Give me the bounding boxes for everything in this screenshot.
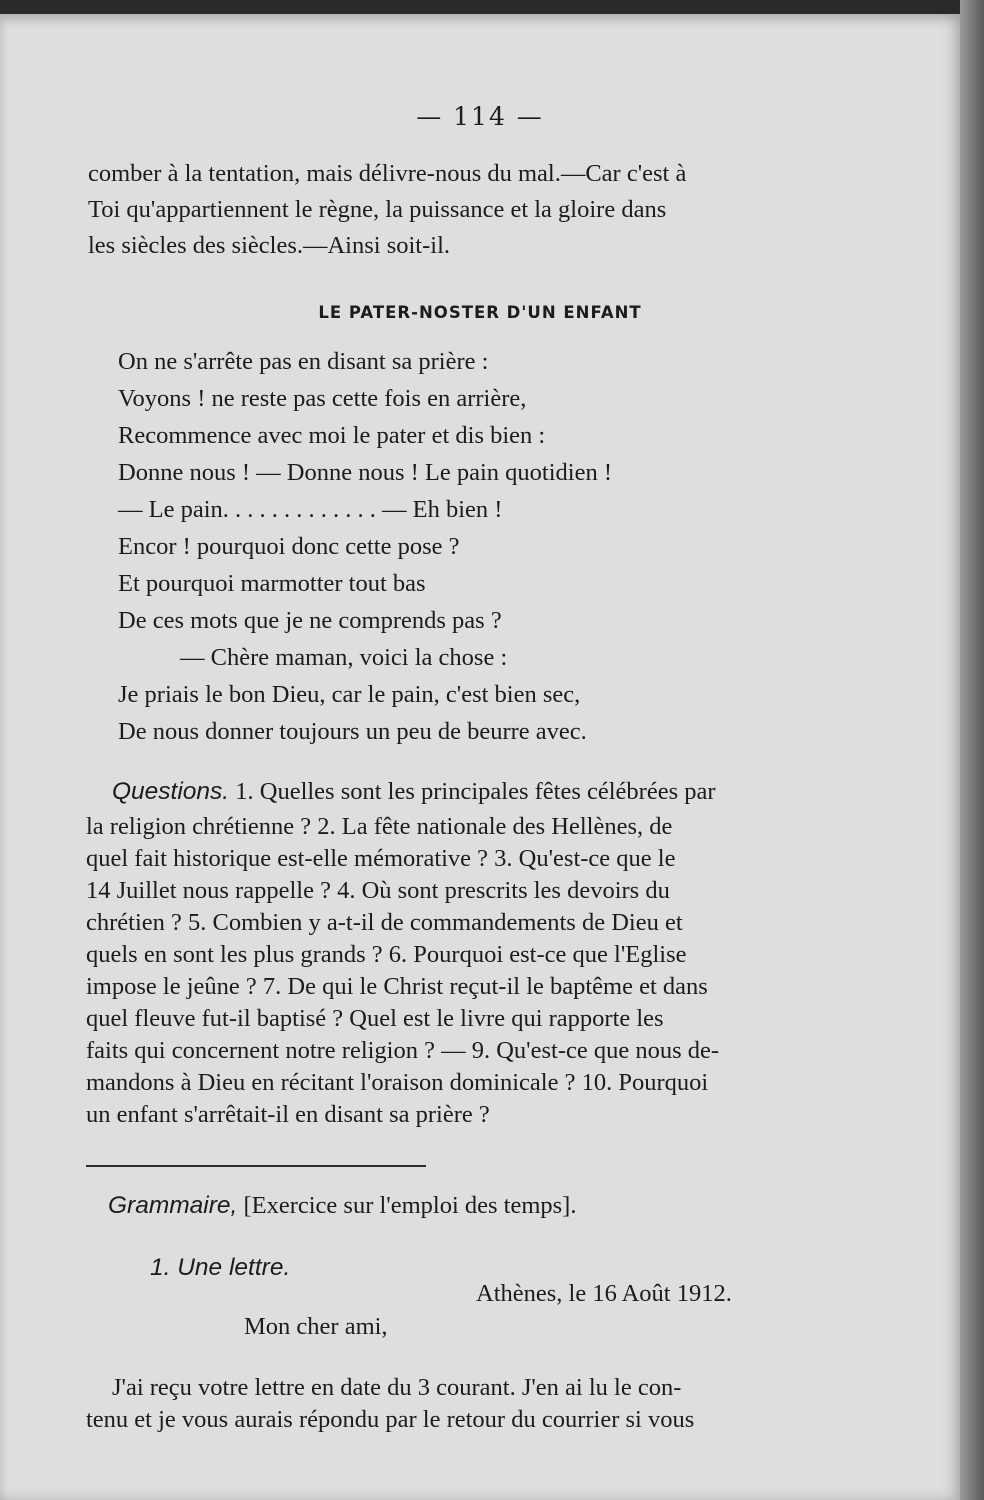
poem-title: LE PATER-NOSTER D'UN ENFANT	[318, 303, 642, 322]
grammar-text: [Exercice sur l'emploi des temps].	[243, 1192, 577, 1219]
questions-label: Questions.	[112, 778, 230, 805]
poem-line: De ces mots que je ne comprends pas ?	[118, 607, 502, 634]
question-line: quel fait historique est-elle mémorative ? 3. Qu'est-ce que le	[86, 845, 676, 872]
poem-line: Voyons ! ne reste pas cette fois en arrière,	[118, 385, 527, 412]
poem-line: De nous donner toujours un peu de beurre avec.	[118, 718, 587, 745]
question-line: impose le jeûne ? 7. De qui le Christ reçut-il le baptême et dans	[86, 973, 708, 1000]
scan-right-border	[960, 0, 984, 1500]
page-number: — 114 —	[416, 102, 544, 131]
intro-line: comber à la tentation, mais délivre-nous du mal.—Car c'est à	[88, 160, 687, 187]
question-line: mandons à Dieu en récitant l'oraison dominicale ? 10. Pourquoi	[86, 1069, 709, 1096]
poem-line: On ne s'arrête pas en disant sa prière :	[118, 348, 489, 375]
letter-date: Athènes, le 16 Août 1912.	[476, 1280, 732, 1307]
question-line: quel fleuve fut-il baptisé ? Quel est le livre qui rapporte les	[86, 1005, 664, 1032]
question-line: chrétien ? 5. Combien y a-t-il de commandements de Dieu et	[86, 909, 683, 936]
section-divider	[86, 1165, 426, 1167]
question-line: faits qui concernent notre religion ? — 9. Qu'est-ce que nous de-	[86, 1037, 720, 1064]
intro-line: les siècles des siècles.—Ainsi soit-il.	[88, 232, 450, 259]
intro-line: Toi qu'appartiennent le règne, la puissance et la gloire dans	[88, 196, 667, 223]
poem-line: — Chère maman, voici la chose :	[180, 644, 508, 671]
poem-line: — Le pain. . . . . . . . . . . . . — Eh bien !	[118, 496, 503, 523]
question-line: un enfant s'arrêtait-il en disant sa prière ?	[86, 1101, 490, 1128]
poem-line: Et pourquoi marmotter tout bas	[118, 570, 426, 597]
question-line: la religion chrétienne ? 2. La fête nationale des Hellènes, de	[86, 813, 673, 840]
grammar-label: Grammaire,	[108, 1192, 238, 1219]
poem-line: Recommence avec moi le pater et dis bien :	[118, 422, 546, 449]
question-line: 14 Juillet nous rappelle ? 4. Où sont prescrits les devoirs du	[86, 877, 670, 904]
question-line: quels en sont les plus grands ? 6. Pourquoi est-ce que l'Eglise	[86, 941, 687, 968]
book-page	[0, 14, 960, 1500]
poem-line: Je priais le bon Dieu, car le pain, c'est bien sec,	[118, 681, 581, 708]
poem-line: Encor ! pourquoi donc cette pose ?	[118, 533, 460, 560]
letter-salutation: Mon cher ami,	[244, 1313, 388, 1340]
question-line: 1. Quelles sont les principales fêtes célébrées par	[235, 778, 716, 805]
letter-body-line: tenu et je vous aurais répondu par le retour du courrier si vous	[86, 1406, 695, 1433]
scan-top-border	[0, 0, 984, 14]
poem-line: Donne nous ! — Donne nous ! Le pain quotidien !	[118, 459, 612, 486]
letter-heading: 1. Une lettre.	[150, 1254, 291, 1281]
letter-body-line: J'ai reçu votre lettre en date du 3 courant. J'en ai lu le con-	[112, 1374, 682, 1401]
